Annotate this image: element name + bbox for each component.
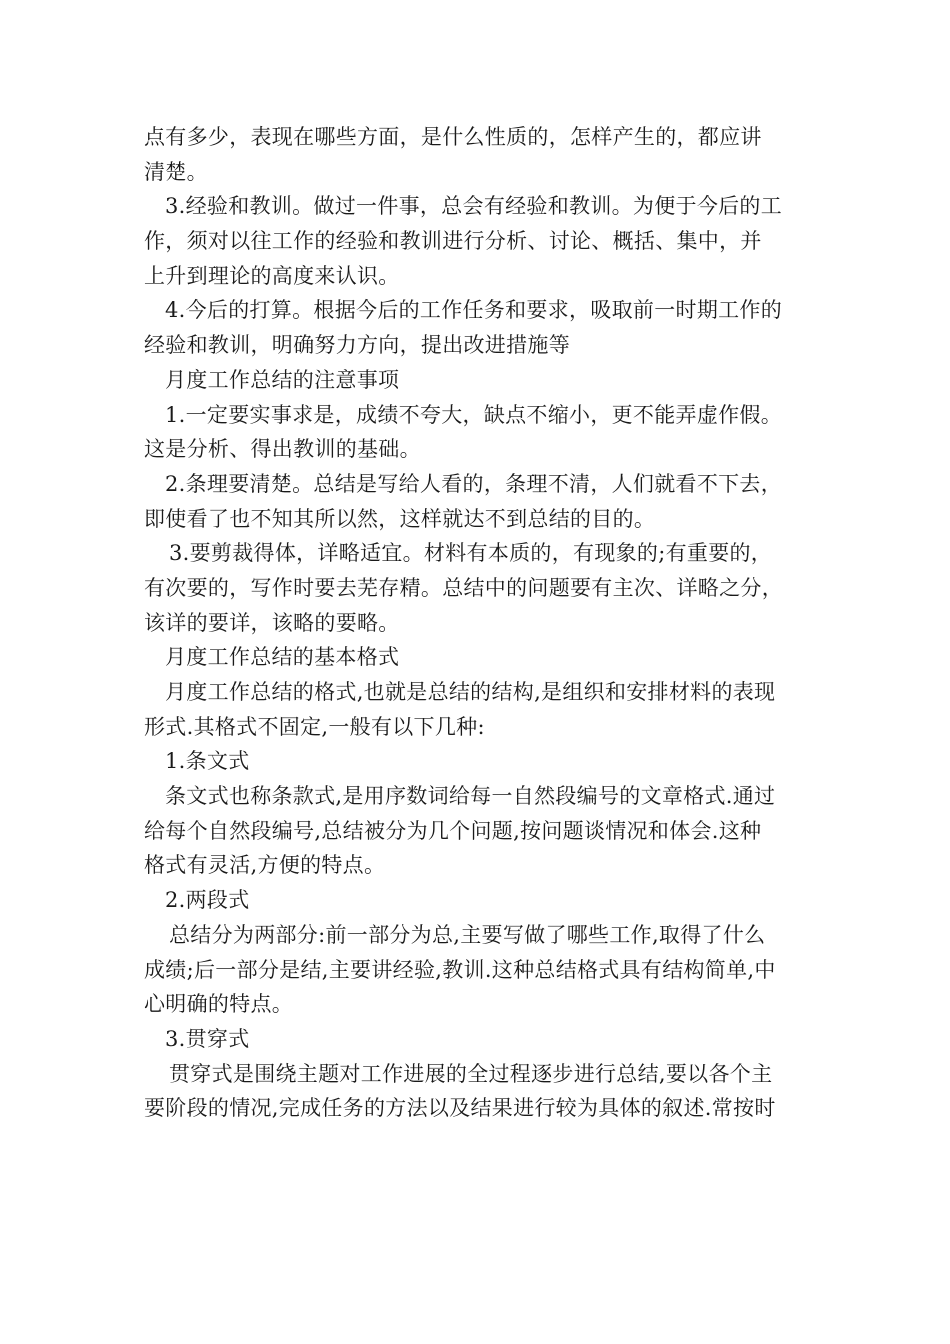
text-line: 格式有灵活,方便的特点。 <box>144 853 386 878</box>
document-body <box>144 120 824 1126</box>
text-line: 上升到理论的高度来认识。 <box>144 263 400 288</box>
text-line: 贯穿式是围绕主题对工作进展的全过程逐步进行总结,要以各个主 <box>169 1061 773 1086</box>
text-line: 月度工作总结的格式,也就是总结的结构,是组织和安排材料的表现 <box>165 680 776 704</box>
section-heading: 月度工作总结的注意事项 <box>165 367 400 392</box>
text-line: 成绩;后一部分是结,主要讲经验,教训.这种总结格式具有结构简单,中 <box>144 957 776 982</box>
text-line: 作，须对以往工作的经验和教训进行分析、讨论、概括、集中，并 <box>144 229 762 254</box>
text-line: 形式.其格式不固定,一般有以下几种: <box>144 714 485 739</box>
text-line: 给每个自然段编号,总结被分为几个问题,按问题谈情况和体会.这种 <box>144 818 762 843</box>
text-line: 2.条理要清楚。总结是写给人看的，条理不清，人们就看不下去， <box>165 471 783 496</box>
text-line: 4.今后的打算。根据今后的工作任务和要求，吸取前一时期工作的 <box>165 298 783 323</box>
text-line: 该详的要详，该略的要略。 <box>144 610 400 635</box>
text-line: 1.一定要实事求是，成绩不夸大，缺点不缩小，更不能弄虚作假。 <box>165 402 783 427</box>
subsection-heading: 3.贯穿式 <box>165 1026 250 1051</box>
text-line: 点有多少，表现在哪些方面，是什么性质的，怎样产生的，都应讲 <box>144 125 762 149</box>
subsection-heading: 1.条文式 <box>165 749 250 774</box>
text-line: 即使看了也不知其所以然，这样就达不到总结的目的。 <box>144 506 656 531</box>
text-line: 3.要剪裁得体，详略适宜。材料有本质的，有现象的;有重要的， <box>169 541 773 566</box>
text-line: 心明确的特点。 <box>144 992 294 1017</box>
text-line: 要阶段的情况,完成任务的方法以及结果进行较为具体的叙述.常按时 <box>144 1096 776 1121</box>
subsection-heading: 2.两段式 <box>165 888 250 913</box>
text-line: 总结分为两部分:前一部分为总,主要写做了哪些工作,取得了什么 <box>169 922 766 947</box>
text-line: 3.经验和教训。做过一件事，总会有经验和教训。为便于今后的工 <box>165 194 783 219</box>
text-line: 条文式也称条款式,是用序数词给每一自然段编号的文章格式.通过 <box>165 784 776 809</box>
text-line: 清楚。 <box>144 159 208 184</box>
text-line: 经验和教训，明确努力方向，提出改进措施等 <box>144 333 570 358</box>
text-line: 这是分析、得出教训的基础。 <box>144 437 421 462</box>
text-line: 有次要的，写作时要去芜存精。总结中的问题要有主次、详略之分， <box>144 575 783 600</box>
section-heading: 月度工作总结的基本格式 <box>165 645 400 670</box>
